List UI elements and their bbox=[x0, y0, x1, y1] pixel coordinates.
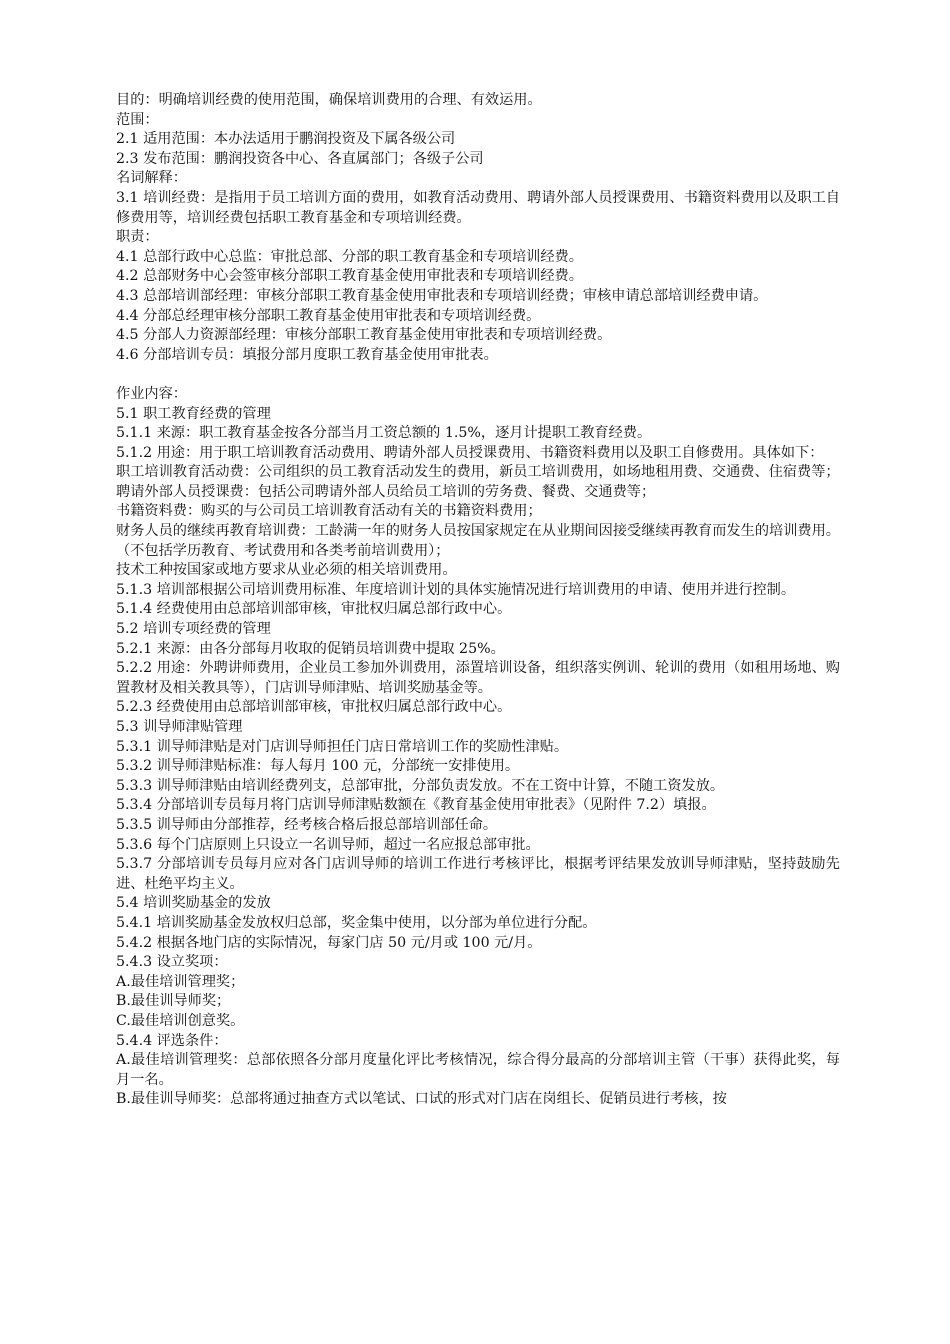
paragraph-5-3-4: 5.3.4 分部培训专员每月将门店训导师津贴数额在《教育基金使用审批表》（见附件 7.2）填报。 bbox=[116, 797, 716, 814]
paragraph-5-4-1: 5.4.1 培训奖励基金发放权归总部，奖金集中使用，以分部为单位进行分配。 bbox=[116, 914, 597, 931]
paragraph-4-6: 4.6 分部培训专员：填报分部月度职工教育基金使用审批表。 bbox=[116, 346, 498, 363]
paragraph-4-4: 4.4 分部总经理审核分部职工教育基金使用审批表和专项培训经费。 bbox=[116, 307, 541, 324]
paragraph-4-3: 4.3 总部培训部经理：审核分部职工教育基金使用审批表和专项培训经费；审核申请总部培训经费申请。 bbox=[116, 287, 768, 304]
paragraph-finance-training-fee: 财务人员的继续再教育培训费：工龄满一年的财务人员按国家规定在从业期间因接受继续再教育而发生的培训费用。（不包括学历教育、考试费用和各类考前培训费用）； bbox=[116, 523, 840, 559]
heading-5-4: 5.4 培训奖励基金的发放 bbox=[116, 895, 271, 912]
paragraph-purpose: 目的：明确培训经费的使用范围，确保培训费用的合理、有效运用。 bbox=[116, 92, 542, 108]
paragraph-5-2-1: 5.2.1 来源：由各分部每月收取的促销员培训费中提取 25%。 bbox=[116, 640, 505, 657]
paragraph-5-3-6: 5.3.6 每个门店原则上只设立一名训导师，超过一名应报总部审批。 bbox=[116, 836, 540, 853]
paragraph-5-1-3: 5.1.3 培训部根据公司培训费用标准、年度培训计划的具体实施情况进行培训费用的申请、使用并进行控制。 bbox=[116, 581, 796, 598]
blank-line bbox=[116, 365, 840, 385]
paragraph-5-2-2: 5.2.2 用途：外聘讲师费用，企业员工参加外训费用，添置培训设备，组织落实例训、轮训的费用（如租用场地、购置教材及相关教具等），门店训导师津贴、培训奖励基金等。 bbox=[116, 660, 840, 696]
paragraph-4-1: 4.1 总部行政中心总监：审批总部、分部的职工教育基金和专项培训经费。 bbox=[116, 248, 583, 265]
paragraph-5-3-7: 5.3.7 分部培训专员每月应对各门店训导师的培训工作进行考核评比，根据考评结果发放训导师津贴，坚持鼓励先进、杜绝平均主义。 bbox=[116, 856, 840, 892]
heading-5-3: 5.3 训导师津贴管理 bbox=[116, 719, 243, 735]
award-item-c: C.最佳培训创意奖。 bbox=[116, 1012, 245, 1029]
paragraph-3-1: 3.1 培训经费：是指用于员工培训方面的费用，如教育活动费用、聘请外部人员授课费用、书籍资料费用以及职工自修费用等，培训经费包括职工教育基金和专项培训经费。 bbox=[116, 189, 840, 226]
paragraph-5-4-4: 5.4.4 评选条件： bbox=[116, 1032, 228, 1049]
heading-definitions: 名词解释： bbox=[116, 170, 187, 187]
paragraph-activity-fee: 职工培训教育活动费：公司组织的员工教育活动发生的费用，新员工培训费用，如场地租用费、交通费、住宿费等； bbox=[116, 464, 840, 481]
criteria-item-b: B.最佳训导师奖：总部将通过抽查方式以笔试、口试的形式对门店在岗组长、促销员进行考核，按 bbox=[116, 1091, 727, 1108]
paragraph-4-2: 4.2 总部财务中心会签审核分部职工教育基金使用审批表和专项培训经费。 bbox=[116, 268, 583, 285]
heading-5-1: 5.1 职工教育经费的管理 bbox=[116, 405, 271, 422]
paragraph-5-3-1: 5.3.1 训导师津贴是对门店训导师担任门店日常培训工作的奖励性津贴。 bbox=[116, 738, 569, 755]
paragraph-5-3-5: 5.3.5 训导师由分部推荐，经考核合格后报总部培训部任命。 bbox=[116, 816, 498, 833]
paragraph-technical-training: 技术工种按国家或地方要求从业必须的相关培训费用。 bbox=[116, 562, 457, 579]
paragraph-5-3-2: 5.3.2 训导师津贴标准：每人每月 100 元，分部统一安排使用。 bbox=[116, 758, 520, 775]
paragraph-5-4-2: 5.4.2 根据各地门店的实际情况，每家门店 50 元/月或 100 元/月。 bbox=[116, 934, 542, 951]
paragraph-5-1-2: 5.1.2 用途：用于职工培训教育活动费用、聘请外部人员授课费用、书籍资料费用以及职工自修费用。具体如下： bbox=[116, 444, 824, 461]
criteria-item-a: A.最佳培训管理奖：总部依照各分部月度量化评比考核情况，综合得分最高的分部培训主管（干事）获得此奖，每月一名。 bbox=[116, 1052, 840, 1088]
paragraph-lecturer-fee: 聘请外部人员授课费：包括公司聘请外部人员给员工培训的劳务费、餐费、交通费等； bbox=[116, 483, 656, 500]
heading-work-content: 作业内容： bbox=[116, 385, 187, 402]
award-item-b: B.最佳训导师奖； bbox=[116, 993, 231, 1010]
paragraph-5-2-3: 5.2.3 经费使用由总部培训部审核，审批权归属总部行政中心。 bbox=[116, 699, 512, 716]
heading-scope: 范围： bbox=[116, 111, 159, 128]
heading-responsibilities: 职责： bbox=[116, 229, 159, 246]
paragraph-5-3-3: 5.3.3 训导师津贴由培训经费列支，总部审批，分部负责发放。不在工资中计算，不随工资发放。 bbox=[116, 777, 725, 794]
award-item-a: A.最佳培训管理奖； bbox=[116, 973, 245, 990]
paragraph-book-fee: 书籍资料费：购买的与公司员工培训教育活动有关的书籍资料费用； bbox=[116, 503, 542, 520]
document-body bbox=[116, 91, 840, 1110]
paragraph-5-4-3: 5.4.3 设立奖项： bbox=[116, 954, 228, 971]
paragraph-5-1-1: 5.1.1 来源：职工教育基金按各分部当月工资总额的 1.5%，逐月计提职工教育经费。 bbox=[116, 425, 652, 442]
heading-5-2: 5.2 培训专项经费的管理 bbox=[116, 621, 271, 638]
paragraph-5-1-4: 5.1.4 经费使用由总部培训部审核，审批权归属总部行政中心。 bbox=[116, 601, 512, 618]
paragraph-2-3: 2.3 发布范围：鹏润投资各中心、各直属部门；各级子公司 bbox=[116, 150, 484, 167]
paragraph-4-5: 4.5 分部人力资源部经理：审核分部职工教育基金使用审批表和专项培训经费。 bbox=[116, 327, 612, 344]
paragraph-2-1: 2.1 适用范围：本办法适用于鹏润投资及下属各级公司 bbox=[116, 131, 456, 148]
